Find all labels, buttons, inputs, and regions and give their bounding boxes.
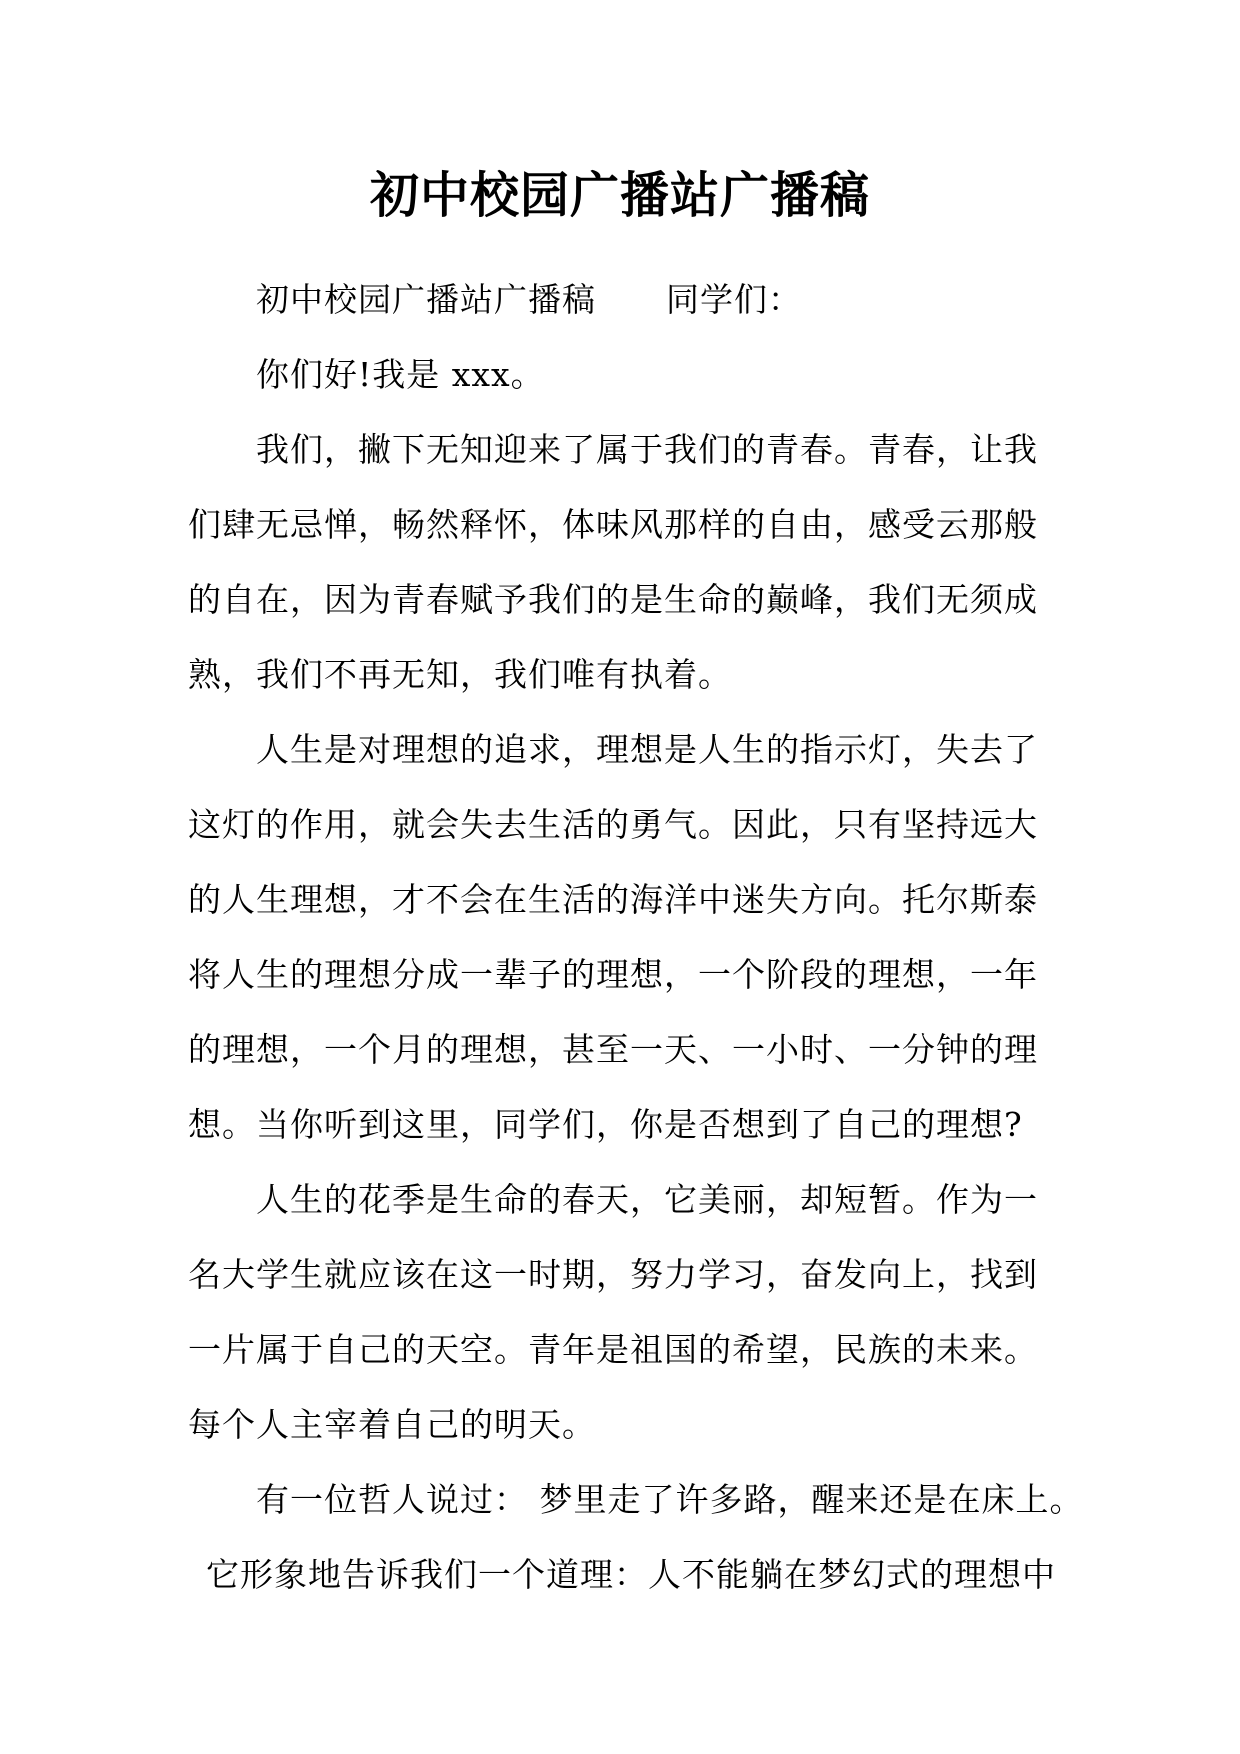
paragraph-line: 的理想，一个月的理想，甚至一天、一小时、一分钟的理 [188,1030,1038,1069]
paragraph-line: 将人生的理想分成一辈子的理想，一个阶段的理想，一年 [188,955,1038,994]
heading-repeat: 初中校园广播站广播稿 [256,280,596,319]
paragraph-line: 这灯的作用，就会失去生活的勇气。因此，只有坚持远大 [188,805,1038,844]
paragraph-line: 名大学生就应该在这一时期，努力学习，奋发向上，找到 [188,1255,1038,1294]
paragraph-line: 们肆无忌惮，畅然释怀，体味风那样的自由，感受云那般 [188,505,1038,544]
paragraph-line: 我们，撇下无知迎来了属于我们的青春。青春，让我 [256,430,1038,469]
paragraph-line: 的自在，因为青春赋予我们的是生命的巅峰，我们无须成 [188,580,1038,619]
salutation: 同学们： [666,280,802,319]
paragraph-line: 的人生理想，才不会在生活的海洋中迷失方向。托尔斯泰 [188,880,1038,919]
document-title: 初中校园广播站广播稿 [369,166,870,224]
paragraph-line: 有一位哲人说过： 梦里走了许多路，醒来还是在床上。 [256,1480,1084,1519]
paragraph-line: 它形象地告诉我们一个道理：人不能躺在梦幻式的理想中 [206,1555,1056,1594]
paragraph-line: 你们好!我是 xxx。 [256,355,545,394]
paragraph-line: 人生是对理想的追求，理想是人生的指示灯，失去了 [256,730,1038,769]
paragraph-line: 想。当你听到这里，同学们，你是否想到了自己的理想? [188,1105,1023,1144]
document-body [188,262,1084,1612]
paragraph-line: 每个人主宰着自己的明天。 [188,1405,596,1444]
paragraph-line: 熟，我们不再无知，我们唯有执着。 [188,655,732,694]
paragraph-line: 人生的花季是生命的春天，它美丽，却短暂。作为一 [256,1180,1038,1219]
paragraph-line: 一片属于自己的天空。青年是祖国的希望，民族的未来。 [188,1330,1038,1369]
salutation-line [188,262,1054,337]
